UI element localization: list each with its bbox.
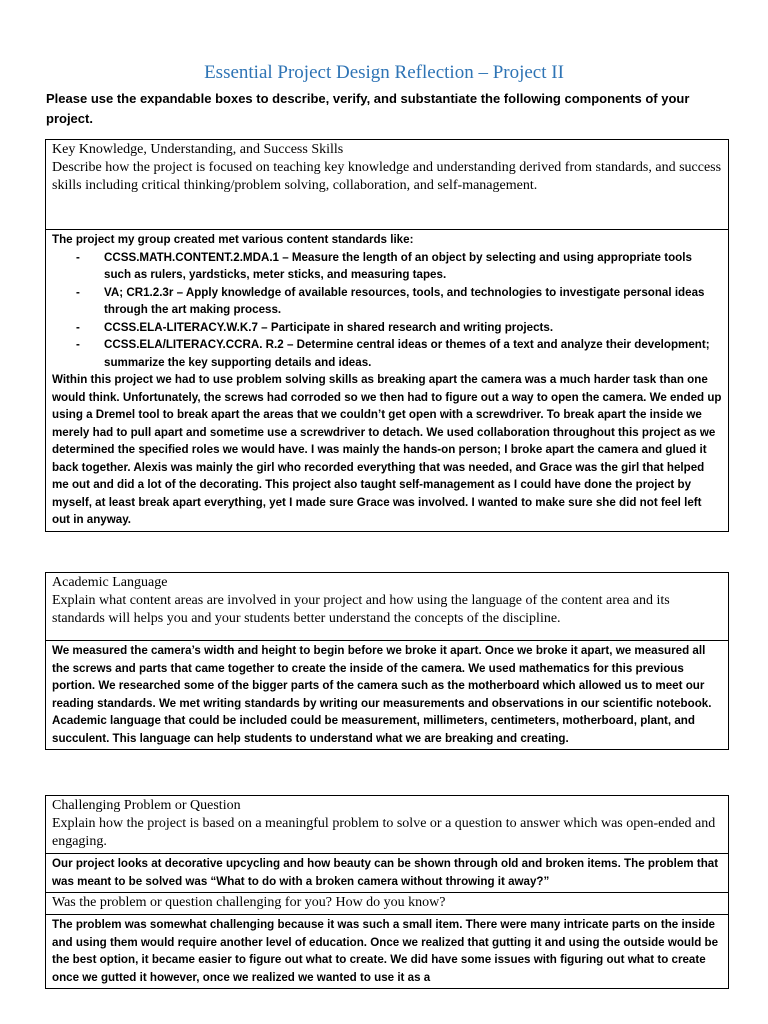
response-body-2: The problem was somewhat challenging because it was such a small item. There were many intricate parts on the inside and using them would require another level of education. Once we realized that gutting it and using the outside would be the best option, it became easier to figure out what to create. We did have some issues with figuring out what to create once we gutted it however, once we realized we wanted to use it as a — [52, 918, 719, 984]
section-heading: Challenging Problem or Question — [52, 798, 241, 813]
standards-list — [52, 249, 722, 372]
section-prompt-2: Was the problem or question challenging for you? How do you know? — [52, 895, 446, 910]
prompt-box — [46, 140, 729, 230]
list-item: - CCSS.MATH.CONTENT.2.MDA.1 – Measure the length of an object by selecting and using appropriate tools such as rulers, yardsticks, meter sticks, and measuring tapes. — [104, 249, 722, 284]
response-box[interactable] — [46, 230, 729, 532]
section-heading: Academic Language — [52, 575, 168, 590]
response-body: We measured the camera’s width and height to begin before we broke it apart. Once we broke it apart, we measured all the screws and parts that came together to create the inside of the camera. We used mathematics for this previous portion. We researched some of the bigger parts of the camera such as the motherboard which allowed us to meet our reading standards. We met writing standards by writing our measurements and observations in our scientific notebook. Academic language that could be included could be measurement, millimeters, centimeters, motherboard, plant, and succulent. This language can help students to understand what we are breaking and creating. — [52, 644, 712, 745]
section-prompt: Describe how the project is focused on teaching key knowledge and understanding derived from standards, and success skills including critical thinking/problem solving, collaboration, and self-management. — [52, 160, 722, 193]
section-academic-language — [45, 572, 729, 750]
prompt-box-2 — [46, 893, 729, 915]
response-box[interactable] — [46, 641, 729, 750]
response-lead: The project my group created met various content standards like: — [52, 233, 414, 246]
prompt-box — [46, 573, 729, 641]
page-title: Essential Project Design Reflection – Project II — [204, 62, 564, 83]
response-body: Within this project we had to use problem solving skills as breaking apart the camera was a much harder task than one would think. Unfortunately, the screws had corroded so we then had to figure out a way to open the camera. We ended up using a Dremel tool to break apart the areas that we couldn’t get open with a screwdriver. To break apart the inside we merely had to pull apart and sometime use a screwdriver to detach. We used collaboration throughout this project as we determined the specified roles we would have. I was mainly the hands-on person; I broke apart the camera and glued it back together. Alexis was mainly the girl who recorded everything that was needed, and Grace was the girl that helped me out and did a lot of the decorating. This project also taught self-management as I could have done the project by myself, at least break apart everything, yet I made sure Grace was involved. I wanted to make sure she did not feel left out in anyway. — [52, 373, 722, 526]
list-item: - CCSS.ELA-LITERACY.W.K.7 – Participate in shared research and writing projects. — [104, 319, 722, 337]
section-heading: Key Knowledge, Understanding, and Success Skills — [52, 142, 344, 157]
response-box-2[interactable] — [46, 915, 729, 989]
section-key-knowledge — [45, 139, 729, 532]
response-body: Our project looks at decorative upcycling and how beauty can be shown through old and broken items. The problem that was meant to be solved was “What to do with a broken camera without throwing it away?” — [52, 857, 719, 888]
instructions: Please use the expandable boxes to describe, verify, and substantiate the following components of your project. — [46, 91, 690, 126]
list-item: - CCSS.ELA/LITERACY.CCRA. R.2 – Determine central ideas or themes of a text and analyze their development; summarize the key supporting details and ideas. — [104, 336, 722, 371]
section-challenging-problem — [45, 795, 729, 989]
section-prompt: Explain what content areas are involved in your project and how using the language of the content area and its standards will helps you and your students better understand the concepts of the discipline. — [52, 593, 670, 626]
section-prompt: Explain how the project is based on a meaningful problem to solve or a question to answer which was open-ended and engaging. — [52, 816, 716, 849]
list-item: - VA; CR1.2.3r – Apply knowledge of available resources, tools, and technologies to investigate personal ideas through the art making process. — [104, 284, 722, 319]
response-box[interactable] — [46, 854, 729, 893]
prompt-box — [46, 796, 729, 854]
